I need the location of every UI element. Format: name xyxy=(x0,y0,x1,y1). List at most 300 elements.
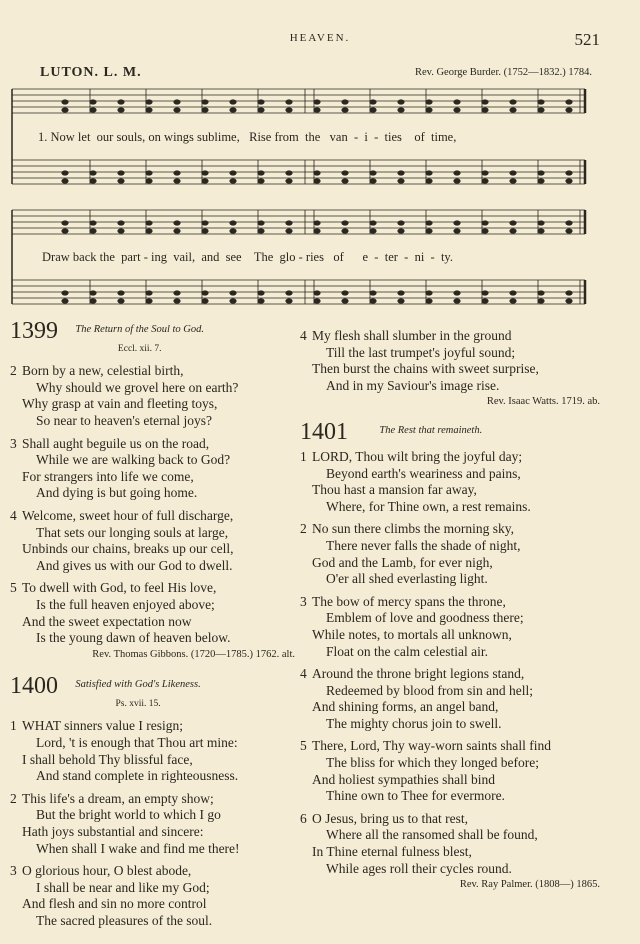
note-head xyxy=(117,298,124,303)
verse-text: So near to heaven's eternal joys? xyxy=(36,412,212,428)
note-head xyxy=(257,220,264,225)
verse-text: I shall be near and like my God; xyxy=(36,879,210,895)
note-head xyxy=(145,99,152,104)
note-head xyxy=(257,99,264,104)
note-head xyxy=(285,170,292,175)
stanza-number: 1 xyxy=(10,718,17,734)
verse-text: And dying is but going home. xyxy=(36,485,198,501)
verse-line xyxy=(300,827,600,844)
note-head xyxy=(201,170,208,175)
right-column xyxy=(300,322,600,894)
stanza xyxy=(300,738,600,804)
verse-line xyxy=(10,580,295,597)
note-head xyxy=(425,220,432,225)
note-head xyxy=(201,107,208,112)
verse-line xyxy=(10,824,295,841)
verse-text: Unbinds our chains, breaks up our cell, xyxy=(22,541,234,557)
note-head xyxy=(89,220,96,225)
verse-text: Welcome, sweet hour of full discharge, xyxy=(22,507,234,523)
verse-text: God and the Lamb, for ever nigh, xyxy=(312,554,493,570)
note-head xyxy=(313,170,320,175)
note-head xyxy=(145,228,152,233)
stanza-number: 2 xyxy=(300,521,307,537)
note-head xyxy=(145,220,152,225)
verse-line xyxy=(300,755,600,772)
note-head xyxy=(61,178,68,183)
note-head xyxy=(341,220,348,225)
hymn-number: 1399 xyxy=(10,318,58,344)
verse-text: In Thine eternal fulness blest, xyxy=(312,844,472,860)
stanza xyxy=(10,580,295,646)
note-head xyxy=(397,290,404,295)
note-head xyxy=(257,228,264,233)
verse-text: For strangers into life we come, xyxy=(22,468,194,484)
stanza-number: 3 xyxy=(10,435,17,451)
left-column xyxy=(10,320,295,930)
note-head xyxy=(369,290,376,295)
stanza xyxy=(10,863,295,929)
note-head xyxy=(117,220,124,225)
note-head xyxy=(257,170,264,175)
verse-line xyxy=(10,363,295,380)
verse-text: My flesh shall slumber in the ground xyxy=(312,328,512,343)
note-head xyxy=(173,107,180,112)
note-head xyxy=(537,178,544,183)
verse-text: LORD, Thou wilt bring the joyful day; xyxy=(312,448,523,464)
note-head xyxy=(481,170,488,175)
note-head xyxy=(397,298,404,303)
note-head xyxy=(89,170,96,175)
note-head xyxy=(509,220,516,225)
verse-text: The sacred pleasures of the soul. xyxy=(36,913,213,928)
note-head xyxy=(341,178,348,183)
verse-text: Float on the calm celestial air. xyxy=(326,643,488,659)
note-head xyxy=(565,170,572,175)
note-head xyxy=(285,298,292,303)
note-head xyxy=(425,298,432,303)
verse-line xyxy=(10,452,295,469)
stanza xyxy=(300,449,600,515)
note-head xyxy=(341,298,348,303)
note-head xyxy=(369,298,376,303)
verse-line xyxy=(10,863,295,880)
note-head xyxy=(509,99,516,104)
note-head xyxy=(313,99,320,104)
verse-line xyxy=(10,791,295,808)
stanza xyxy=(10,508,295,574)
note-head xyxy=(537,170,544,175)
verse-line xyxy=(10,841,295,858)
verse-text: Where all the ransomed shall be found, xyxy=(326,827,538,843)
note-head xyxy=(481,99,488,104)
verse-text: Born by a new, celestial birth, xyxy=(22,363,184,379)
note-head xyxy=(61,298,68,303)
note-head xyxy=(481,107,488,112)
verse-line xyxy=(300,555,600,572)
note-head xyxy=(425,99,432,104)
note-head xyxy=(453,99,460,104)
note-head xyxy=(537,290,544,295)
verse-text: And gives us with our God to dwell. xyxy=(36,557,233,573)
verse-line xyxy=(300,644,600,661)
verse-line xyxy=(300,738,600,755)
note-head xyxy=(481,298,488,303)
verse-line xyxy=(10,541,295,558)
note-head xyxy=(453,290,460,295)
note-head xyxy=(201,178,208,183)
verse-line xyxy=(10,880,295,897)
note-head xyxy=(425,178,432,183)
note-head xyxy=(397,228,404,233)
tune-composer: Rev. George Burder. (1752—1832.) 1784. xyxy=(414,67,592,78)
note-head xyxy=(117,170,124,175)
verse-line xyxy=(10,413,295,430)
stanza-number: 3 xyxy=(300,593,307,609)
note-head xyxy=(481,228,488,233)
hymn-1399 xyxy=(10,320,295,663)
hymn-author: Rev. Ray Palmer. (1808—) 1865. xyxy=(459,879,600,891)
note-head xyxy=(117,228,124,233)
verse-line xyxy=(10,469,295,486)
verse-line xyxy=(300,594,600,611)
verse-line xyxy=(300,345,600,362)
verse-line xyxy=(10,508,295,525)
verse-text: Redeemed by blood from sin and hell; xyxy=(326,682,533,698)
note-head xyxy=(537,228,544,233)
note-head xyxy=(313,220,320,225)
note-head xyxy=(369,107,376,112)
note-head xyxy=(145,178,152,183)
note-head xyxy=(509,298,516,303)
note-head xyxy=(173,99,180,104)
lyric-line-1: 1. Now let our souls, on wings sublime, Rise from the van - i - ties of time, xyxy=(38,130,457,144)
hymn-author: Rev. Isaac Watts. 1719. ab. xyxy=(486,396,600,408)
verse-line xyxy=(300,361,600,378)
note-head xyxy=(313,178,320,183)
stanza xyxy=(10,363,295,429)
verse-text: Emblem of love and goodness there; xyxy=(326,610,524,626)
note-head xyxy=(341,170,348,175)
note-head xyxy=(481,178,488,183)
verse-line xyxy=(300,449,600,466)
verse-text: Hath joys substantial and sincere: xyxy=(22,824,204,840)
note-head xyxy=(145,290,152,295)
note-head xyxy=(313,290,320,295)
note-head xyxy=(61,290,68,295)
note-head xyxy=(453,170,460,175)
verse-text: While we are walking back to God? xyxy=(36,452,231,468)
verse-text: While notes, to mortals all unknown, xyxy=(312,626,512,642)
note-head xyxy=(565,178,572,183)
hymn-1400 xyxy=(10,675,295,929)
verse-text: To dwell with God, to feel His love, xyxy=(22,580,217,596)
note-head xyxy=(537,220,544,225)
hymn-ref: Ps. xvii. 15. xyxy=(115,698,161,709)
note-head xyxy=(313,298,320,303)
note-head xyxy=(89,178,96,183)
verse-text: O'er all shed everlasting light. xyxy=(326,571,488,587)
note-head xyxy=(285,178,292,183)
verse-line xyxy=(300,499,600,516)
note-head xyxy=(201,298,208,303)
verse-text: Is the young dawn of heaven below. xyxy=(36,630,231,646)
note-head xyxy=(61,99,68,104)
verse-line xyxy=(300,610,600,627)
verse-text: When shall I wake and find me there! xyxy=(36,840,240,856)
note-head xyxy=(369,228,376,233)
verse-line xyxy=(10,380,295,397)
verse-line xyxy=(10,752,295,769)
stanza-number: 2 xyxy=(10,363,17,379)
verse-line xyxy=(300,811,600,828)
verse-text: Thou hast a mansion far away, xyxy=(312,482,477,498)
verse-line xyxy=(300,788,600,805)
note-head xyxy=(565,290,572,295)
verse-text: I shall behold Thy blissful face, xyxy=(22,751,193,767)
note-head xyxy=(117,178,124,183)
verse-line xyxy=(10,735,295,752)
note-head xyxy=(537,298,544,303)
note-head xyxy=(481,220,488,225)
verse-line xyxy=(10,896,295,913)
note-head xyxy=(397,178,404,183)
note-head xyxy=(509,107,516,112)
verse-text: And flesh and sin no more control xyxy=(22,896,207,912)
page-header: HEAVEN. xyxy=(289,32,351,44)
verse-line xyxy=(300,466,600,483)
note-head xyxy=(369,170,376,175)
note-head xyxy=(537,99,544,104)
stanza xyxy=(300,521,600,587)
verse-text: There never falls the shade of night, xyxy=(326,537,521,553)
note-head xyxy=(257,178,264,183)
note-head xyxy=(369,220,376,225)
verse-text: No sun there climbs the morning sky, xyxy=(312,521,514,537)
note-head xyxy=(313,228,320,233)
stanza-number: 2 xyxy=(10,790,17,806)
note-head xyxy=(201,228,208,233)
note-head xyxy=(201,290,208,295)
verse-line xyxy=(300,571,600,588)
note-head xyxy=(229,178,236,183)
note-head xyxy=(173,290,180,295)
note-head xyxy=(89,99,96,104)
note-head xyxy=(229,298,236,303)
hymn-title: The Rest that remaineth. xyxy=(379,424,483,436)
note-head xyxy=(89,290,96,295)
note-head xyxy=(201,220,208,225)
stanza xyxy=(10,718,295,784)
note-head xyxy=(565,228,572,233)
note-head xyxy=(285,290,292,295)
stanza-number: 1 xyxy=(300,448,307,464)
verse-line xyxy=(300,627,600,644)
note-head xyxy=(285,228,292,233)
verse-text: O Jesus, bring us to that rest, xyxy=(312,810,468,826)
stanza xyxy=(10,436,295,502)
verse-line xyxy=(300,716,600,733)
verse-line xyxy=(10,436,295,453)
verse-text: WHAT sinners value I resign; xyxy=(22,718,183,734)
stanza xyxy=(10,791,295,857)
note-head xyxy=(229,220,236,225)
note-head xyxy=(145,298,152,303)
note-head xyxy=(173,178,180,183)
note-head xyxy=(257,107,264,112)
verse-text: There, Lord, Thy way-worn saints shall find xyxy=(312,738,551,754)
note-head xyxy=(509,170,516,175)
note-head xyxy=(145,107,152,112)
note-head xyxy=(425,290,432,295)
note-head xyxy=(117,290,124,295)
stanza xyxy=(300,328,600,394)
note-head xyxy=(61,228,68,233)
verse-line xyxy=(300,772,600,789)
verse-text: Beyond earth's weariness and pains, xyxy=(326,465,521,481)
page-number: 521 xyxy=(574,30,600,49)
verse-text: The bow of mercy spans the throne, xyxy=(312,593,506,609)
note-head xyxy=(61,107,68,112)
note-head xyxy=(173,298,180,303)
verse-text: And the sweet expectation now xyxy=(22,613,192,629)
hymn-ref: Eccl. xii. 7. xyxy=(117,343,162,354)
note-head xyxy=(341,107,348,112)
note-head xyxy=(257,290,264,295)
note-head xyxy=(229,99,236,104)
note-head xyxy=(285,107,292,112)
verse-text: Till the last trumpet's joyful sound; xyxy=(326,344,516,360)
note-head xyxy=(313,107,320,112)
note-head xyxy=(565,220,572,225)
verse-text: That sets our longing souls at large, xyxy=(36,524,229,540)
note-head xyxy=(229,228,236,233)
verse-line xyxy=(10,614,295,631)
note-head xyxy=(173,170,180,175)
hymn-author: Rev. Thomas Gibbons. (1720—1785.) 1762. alt. xyxy=(92,648,295,660)
note-head xyxy=(453,178,460,183)
note-head xyxy=(509,178,516,183)
note-head xyxy=(397,107,404,112)
stanza-number: 6 xyxy=(300,810,307,826)
stanza-number: 5 xyxy=(10,580,17,596)
note-head xyxy=(453,107,460,112)
note-head xyxy=(341,228,348,233)
verse-line xyxy=(10,525,295,542)
note-head xyxy=(285,220,292,225)
verse-line xyxy=(300,328,600,345)
note-head xyxy=(229,170,236,175)
verse-text: And in my Saviour's image rise. xyxy=(326,377,500,393)
verse-line xyxy=(10,913,295,930)
note-head xyxy=(257,298,264,303)
note-head xyxy=(61,170,68,175)
verse-text: Why grasp at vain and fleeting toys, xyxy=(22,396,218,412)
verse-text: While ages roll their cycles round. xyxy=(326,860,512,876)
verse-line xyxy=(300,844,600,861)
verse-text: Where, for Thine own, a rest remains. xyxy=(326,498,531,514)
note-head xyxy=(117,107,124,112)
verse-text: Shall aught beguile us on the road, xyxy=(22,435,210,451)
verse-text: The bliss for which they longed before; xyxy=(326,755,539,771)
note-head xyxy=(453,220,460,225)
verse-line xyxy=(300,521,600,538)
verse-line xyxy=(300,378,600,395)
note-head xyxy=(481,290,488,295)
verse-text: And holiest sympathies shall bind xyxy=(312,771,495,787)
verse-line xyxy=(10,630,295,647)
verse-text: Then burst the chains with sweet surprise, xyxy=(312,361,539,377)
note-head xyxy=(509,228,516,233)
hymn-number: 1401 xyxy=(300,418,348,445)
stanza-number: 4 xyxy=(300,328,307,343)
verse-text: Thine own to Thee for evermore. xyxy=(326,788,505,804)
note-head xyxy=(173,228,180,233)
note-head xyxy=(201,99,208,104)
verse-text: Is the full heaven enjoyed above; xyxy=(36,596,215,612)
verse-line xyxy=(10,807,295,824)
stanza xyxy=(300,594,600,660)
note-head xyxy=(61,220,68,225)
music-score xyxy=(0,0,640,330)
note-head xyxy=(117,99,124,104)
verse-text: The mighty chorus join to swell. xyxy=(326,715,502,731)
note-head xyxy=(565,99,572,104)
verse-line xyxy=(10,558,295,575)
note-head xyxy=(145,170,152,175)
verse-line xyxy=(300,861,600,878)
verse-text: Lord, 't is enough that Thou art mine: xyxy=(36,735,238,751)
note-head xyxy=(341,290,348,295)
note-head xyxy=(453,298,460,303)
verse-text: Why should we grovel here on earth? xyxy=(36,379,239,395)
stanza-number: 5 xyxy=(300,738,307,754)
note-head xyxy=(397,220,404,225)
verse-line xyxy=(300,538,600,555)
verse-text: And shining forms, an angel band, xyxy=(312,699,499,715)
verse-text: And stand complete in righteousness. xyxy=(36,768,239,784)
note-head xyxy=(509,290,516,295)
note-head xyxy=(565,298,572,303)
tune-name: LUTON. L. M. xyxy=(40,65,142,80)
note-head xyxy=(173,220,180,225)
note-head xyxy=(229,290,236,295)
note-head xyxy=(369,178,376,183)
stanza xyxy=(300,666,600,732)
note-head xyxy=(341,99,348,104)
note-head xyxy=(425,228,432,233)
verse-line xyxy=(300,699,600,716)
hymn-number: 1400 xyxy=(10,673,58,700)
note-head xyxy=(397,170,404,175)
note-head xyxy=(89,298,96,303)
stanza-number: 4 xyxy=(10,507,17,523)
verse-line xyxy=(10,396,295,413)
note-head xyxy=(453,228,460,233)
note-head xyxy=(229,107,236,112)
verse-line xyxy=(10,485,295,502)
note-head xyxy=(89,228,96,233)
verse-line xyxy=(10,597,295,614)
hymn-title: Satisfied with God's Likeness. xyxy=(75,679,201,691)
stanza-number: 3 xyxy=(10,863,17,879)
verse-text: This life's a dream, an empty show; xyxy=(22,790,214,806)
verse-line xyxy=(10,768,295,785)
verse-line xyxy=(300,666,600,683)
verse-line xyxy=(300,482,600,499)
verse-text: But the bright world to which I go xyxy=(36,807,221,823)
note-head xyxy=(397,99,404,104)
verse-text: Around the throne bright legions stand, xyxy=(312,666,525,682)
